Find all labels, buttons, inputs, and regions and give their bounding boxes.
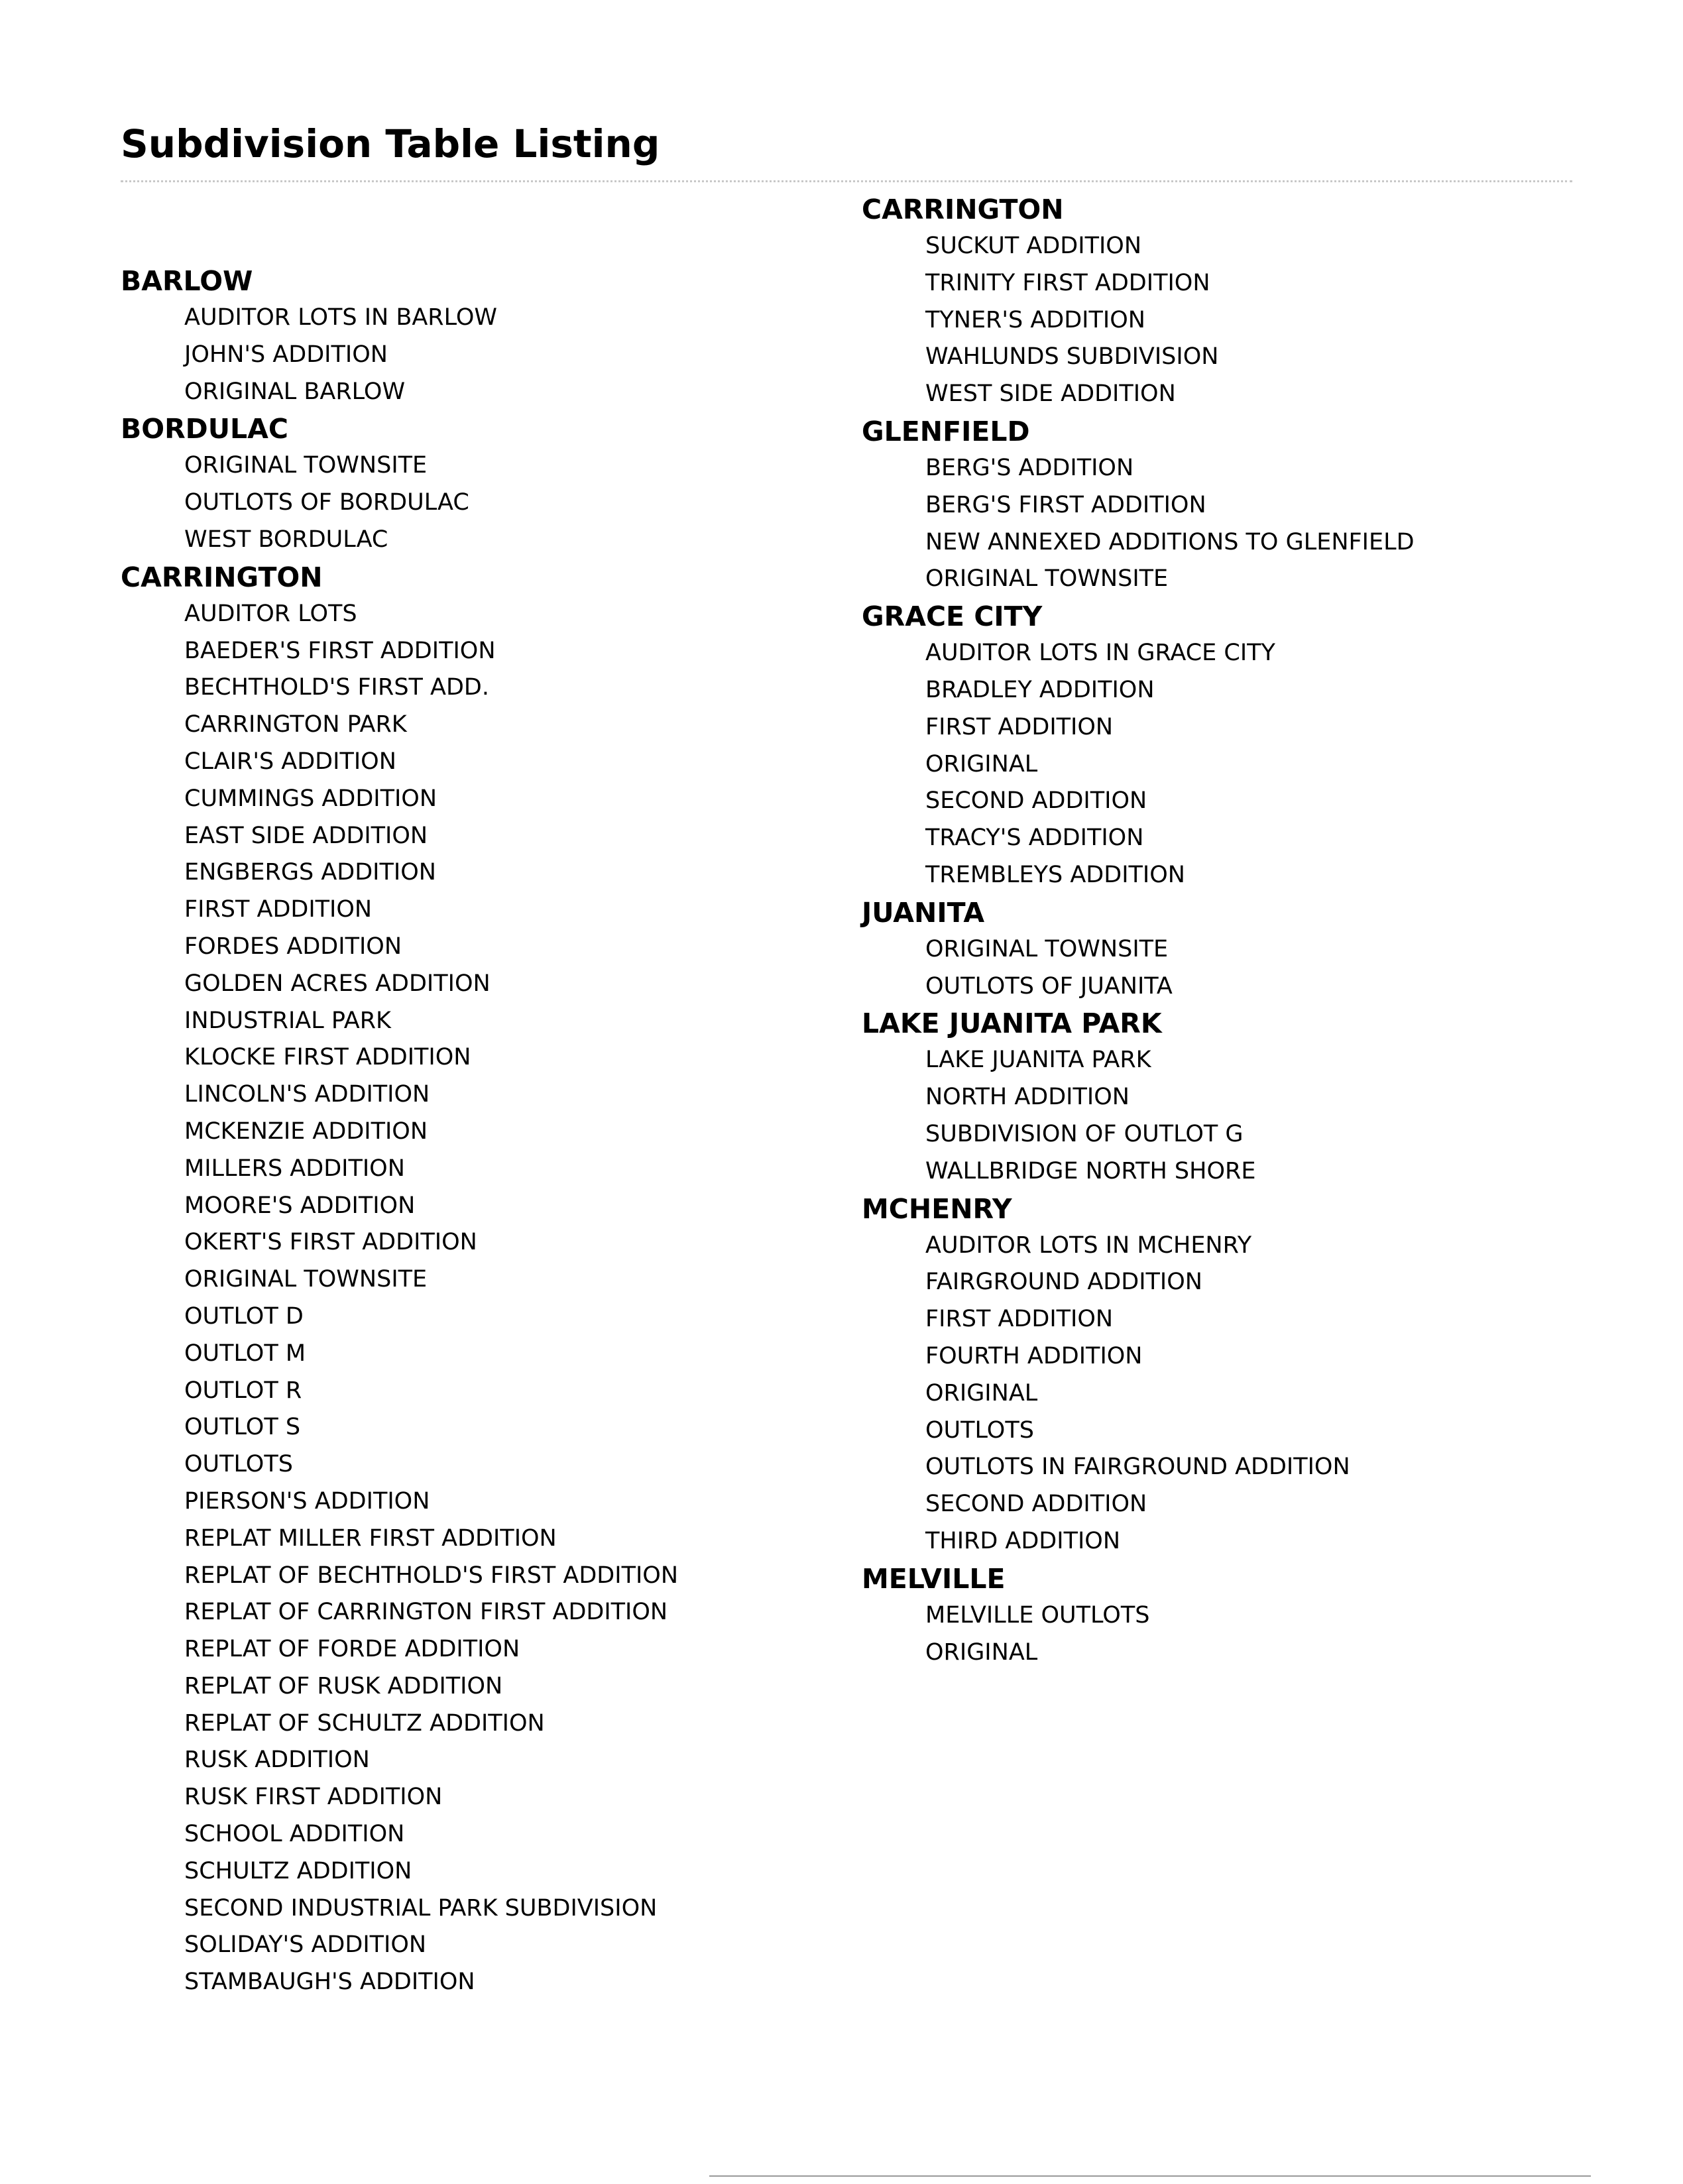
subdivision-item: AUDITOR LOTS IN MCHENRY (925, 1232, 1252, 1259)
subdivision-item: AUDITOR LOTS IN BARLOW (184, 304, 498, 331)
subdivision-item: CARRINGTON PARK (184, 711, 407, 738)
subdivision-item: KLOCKE FIRST ADDITION (184, 1044, 471, 1071)
subdivision-item: TREMBLEYS ADDITION (925, 861, 1185, 888)
subdivision-item: AUDITOR LOTS IN GRACE CITY (925, 640, 1275, 667)
town-group (862, 1560, 1415, 1672)
subdivision-item: ORIGINAL TOWNSITE (925, 565, 1169, 593)
subdivision-item: REPLAT OF FORDE ADDITION (184, 1636, 520, 1663)
subdivision-item: BECHTHOLD'S FIRST ADD. (184, 674, 490, 701)
subdivision-item: MILLERS ADDITION (184, 1155, 405, 1182)
subdivision-item: ORIGINAL (925, 1638, 1038, 1666)
subdivision-item: OUTLOTS OF BORDULAC (184, 489, 469, 516)
subdivision-item: ORIGINAL BARLOW (184, 378, 406, 405)
title-divider (121, 180, 1572, 182)
subdivision-item: SECOND ADDITION (925, 787, 1147, 815)
town-group (862, 191, 1415, 413)
left-column (121, 262, 678, 2001)
subdivision-item: TYNER'S ADDITION (925, 306, 1145, 333)
subdivision-item: MELVILLE OUTLOTS (925, 1601, 1150, 1629)
subdivision-item: PIERSON'S ADDITION (184, 1487, 430, 1515)
subdivision-item: NEW ANNEXED ADDITIONS TO GLENFIELD (925, 528, 1415, 555)
town-name: GRACE CITY (862, 601, 1043, 633)
right-column (862, 191, 1415, 1671)
town-group (862, 598, 1415, 894)
town-name: JUANITA (862, 896, 985, 929)
subdivision-item: SOLIDAY'S ADDITION (184, 1931, 427, 1959)
subdivision-item: SCHULTZ ADDITION (184, 1857, 412, 1884)
subdivision-item: FIRST ADDITION (184, 896, 373, 923)
town-name: MCHENRY (862, 1192, 1012, 1225)
town-name: LAKE JUANITA PARK (862, 1007, 1162, 1040)
subdivision-item: TRACY'S ADDITION (925, 825, 1144, 852)
town-group (121, 262, 678, 410)
town-name: CARRINGTON (121, 561, 323, 593)
town-name: CARRINGTON (862, 194, 1064, 225)
page-title: Subdivision Table Listing (121, 121, 660, 166)
subdivision-item: REPLAT MILLER FIRST ADDITION (184, 1524, 557, 1552)
subdivision-item: FOURTH ADDITION (925, 1342, 1143, 1369)
subdivision-item: ORIGINAL TOWNSITE (184, 452, 428, 479)
subdivision-item: BAEDER'S FIRST ADDITION (184, 637, 496, 664)
subdivision-item: RUSK ADDITION (184, 1747, 370, 1774)
subdivision-item: CUMMINGS ADDITION (184, 785, 437, 812)
subdivision-item: ORIGINAL (925, 750, 1038, 777)
town-group (862, 1005, 1415, 1190)
subdivision-item: THIRD ADDITION (925, 1527, 1121, 1554)
subdivision-item: RUSK FIRST ADDITION (184, 1784, 443, 1811)
town-name: BORDULAC (121, 413, 288, 445)
subdivision-item: OUTLOTS OF JUANITA (925, 972, 1173, 1000)
subdivision-item: STAMBAUGH'S ADDITION (184, 1969, 475, 1996)
town-name: GLENFIELD (862, 415, 1030, 447)
town-name: MELVILLE (862, 1562, 1006, 1595)
subdivision-item: REPLAT OF BECHTHOLD'S FIRST ADDITION (184, 1562, 679, 1589)
subdivision-item: FIRST ADDITION (925, 1306, 1114, 1333)
subdivision-item: OUTLOTS IN FAIRGROUND ADDITION (925, 1454, 1350, 1481)
subdivision-item: ORIGINAL (925, 1379, 1038, 1407)
subdivision-item: INDUSTRIAL PARK (184, 1007, 391, 1034)
subdivision-item: MCKENZIE ADDITION (184, 1118, 428, 1145)
subdivision-item: ENGBERGS ADDITION (184, 859, 436, 886)
subdivision-item: OUTLOT R (184, 1377, 302, 1404)
town-group (862, 1190, 1415, 1560)
subdivision-item: FORDES ADDITION (184, 933, 402, 960)
subdivision-item: FAIRGROUND ADDITION (925, 1269, 1202, 1296)
subdivision-item: WALLBRIDGE NORTH SHORE (925, 1157, 1256, 1184)
subdivision-item: LAKE JUANITA PARK (925, 1047, 1151, 1074)
subdivision-item: SUCKUT ADDITION (925, 233, 1142, 259)
subdivision-item: OUTLOTS (925, 1416, 1034, 1444)
subdivision-item: FIRST ADDITION (925, 713, 1114, 740)
town-group (121, 559, 678, 2001)
subdivision-item: CLAIR'S ADDITION (184, 748, 396, 775)
subdivision-item: GOLDEN ACRES ADDITION (184, 970, 491, 997)
subdivision-item: OUTLOTS (184, 1451, 293, 1478)
subdivision-item: MOORE'S ADDITION (184, 1192, 416, 1219)
subdivision-item: LINCOLN'S ADDITION (184, 1081, 430, 1108)
subdivision-item: JOHN'S ADDITION (184, 341, 388, 368)
subdivision-item: SECOND INDUSTRIAL PARK SUBDIVISION (184, 1894, 658, 1922)
town-group (862, 413, 1415, 598)
subdivision-item: OUTLOT D (184, 1302, 304, 1330)
subdivision-item: REPLAT OF SCHULTZ ADDITION (184, 1709, 545, 1737)
subdivision-item: ORIGINAL TOWNSITE (925, 935, 1169, 962)
town-group (862, 894, 1415, 1006)
subdivision-item: WEST SIDE ADDITION (925, 380, 1176, 408)
town-group (121, 410, 678, 558)
subdivision-item: SUBDIVISION OF OUTLOT G (925, 1120, 1244, 1147)
subdivision-item: AUDITOR LOTS (184, 600, 357, 627)
footer-divider (709, 2175, 1591, 2177)
subdivision-item: ORIGINAL TOWNSITE (184, 1266, 428, 1293)
subdivision-item: BERG'S FIRST ADDITION (925, 491, 1206, 518)
subdivision-item: REPLAT OF CARRINGTON FIRST ADDITION (184, 1599, 668, 1626)
subdivision-item: REPLAT OF RUSK ADDITION (184, 1672, 503, 1699)
subdivision-item: EAST SIDE ADDITION (184, 822, 428, 849)
subdivision-item: WEST BORDULAC (184, 526, 388, 553)
subdivision-item: SECOND ADDITION (925, 1491, 1147, 1518)
subdivision-item: OUTLOT S (184, 1414, 301, 1441)
town-name: BARLOW (121, 265, 253, 297)
subdivision-item: WAHLUNDS SUBDIVISION (925, 343, 1219, 371)
subdivision-item: OUTLOT M (184, 1340, 306, 1367)
subdivision-item: BERG'S ADDITION (925, 454, 1134, 481)
subdivision-item: NORTH ADDITION (925, 1084, 1130, 1111)
subdivision-item: BRADLEY ADDITION (925, 676, 1155, 703)
subdivision-item: OKERT'S FIRST ADDITION (184, 1229, 477, 1256)
subdivision-item: TRINITY FIRST ADDITION (925, 269, 1210, 296)
subdivision-item: SCHOOL ADDITION (184, 1821, 405, 1848)
